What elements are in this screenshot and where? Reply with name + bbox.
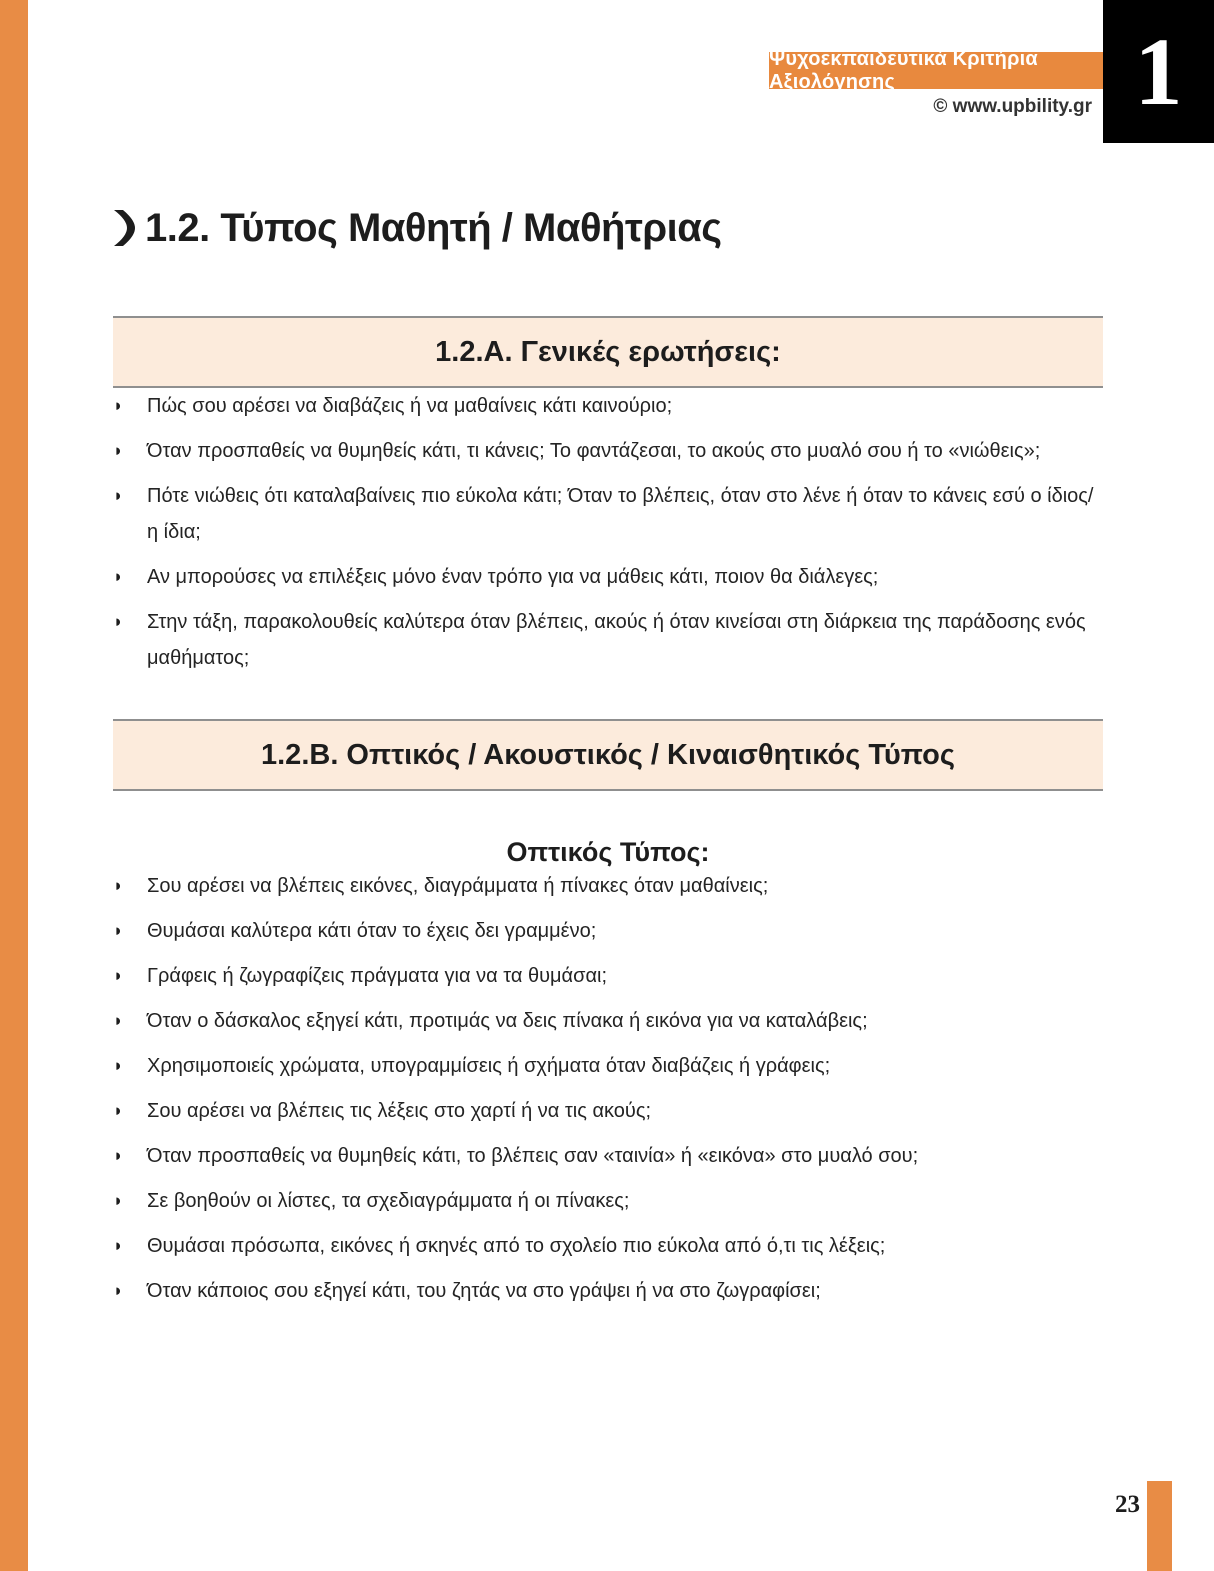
list-item bbox=[113, 604, 1103, 676]
question-list-a bbox=[113, 388, 1103, 676]
list-item bbox=[113, 1093, 1103, 1129]
bullet-icon: ◗ bbox=[113, 396, 124, 415]
list-item-text: Πότε νιώθεις ότι καταλαβαίνεις πιο εύκολα κάτι; Όταν το βλέπεις, όταν στο λένε ή όταν το κάνεις εσύ ο ίδιος/η ίδια; bbox=[147, 485, 1094, 543]
bullet-icon: ◗ bbox=[113, 1011, 124, 1030]
chapter-number: 1 bbox=[1134, 17, 1183, 125]
list-item-text: Όταν προσπαθείς να θυμηθείς κάτι, τι κάνεις; Το φαντάζεσαι, το ακούς στο μυαλό σου ή το «νιώθεις»; bbox=[147, 440, 1041, 462]
list-item-text: Σε βοηθούν οι λίστες, τα σχεδιαγράμματα ή οι πίνακες; bbox=[147, 1190, 630, 1212]
list-item-text: Γράφεις ή ζωγραφίζεις πράγματα για να τα θυμάσαι; bbox=[147, 965, 608, 987]
bullet-icon: ◗ bbox=[113, 441, 124, 460]
question-list-b bbox=[113, 868, 1103, 1309]
list-item-text: Πώς σου αρέσει να διαβάζεις ή να μαθαίνεις κάτι καινούριο; bbox=[147, 395, 673, 417]
bottom-accent-bar bbox=[1147, 1481, 1172, 1571]
bullet-icon: ◗ bbox=[113, 876, 124, 895]
bullet-icon: ◗ bbox=[113, 486, 124, 505]
header-banner-label: Ψυχοεκπαιδευτικά Κριτήρια Αξιολόγησης bbox=[769, 47, 1038, 93]
list-item bbox=[113, 913, 1103, 949]
list-item-text: Αν μπορούσες να επιλέξεις μόνο έναν τρόπο για να μάθεις κάτι, ποιον θα διάλεγες; bbox=[147, 566, 879, 588]
list-item bbox=[113, 559, 1103, 595]
list-item bbox=[113, 958, 1103, 994]
bullet-icon: ◗ bbox=[113, 966, 124, 985]
section-heading-a bbox=[113, 316, 1103, 388]
page-content bbox=[113, 0, 1103, 1318]
list-item-text: Σου αρέσει να βλέπεις εικόνες, διαγράμματα ή πίνακες όταν μαθαίνεις; bbox=[147, 875, 769, 897]
bullet-icon: ◗ bbox=[113, 1236, 124, 1255]
left-accent-bar bbox=[0, 0, 28, 1571]
list-item-text: Σου αρέσει να βλέπεις τις λέξεις στο χαρτί ή να τις ακούς; bbox=[147, 1100, 652, 1122]
chevron-icon bbox=[113, 210, 135, 246]
page-title-text: 1.2. Τύπος Μαθητή / Μαθήτριας bbox=[145, 206, 722, 250]
list-item bbox=[113, 1273, 1103, 1309]
list-item bbox=[113, 1138, 1103, 1174]
subsection-heading: Οπτικός Τύπος: bbox=[506, 837, 710, 867]
list-item bbox=[113, 388, 1103, 424]
page-title bbox=[113, 203, 1103, 253]
list-item-text: Θυμάσαι καλύτερα κάτι όταν το έχεις δει γραμμένο; bbox=[147, 920, 597, 942]
section-heading-b bbox=[113, 719, 1103, 791]
chapter-tab bbox=[1103, 0, 1214, 143]
bullet-icon: ◗ bbox=[113, 567, 124, 586]
list-item bbox=[113, 433, 1103, 469]
list-item bbox=[113, 1228, 1103, 1264]
list-item-text: Όταν κάποιος σου εξηγεί κάτι, του ζητάς να στο γράψει ή να στο ζωγραφίσει; bbox=[147, 1280, 821, 1302]
bullet-icon: ◗ bbox=[113, 921, 124, 940]
section-heading-b-text: 1.2.Β. Οπτικός / Ακουστικός / Κιναισθητικός Τύπος bbox=[261, 738, 955, 771]
bullet-icon: ◗ bbox=[113, 1056, 124, 1075]
list-item bbox=[113, 1048, 1103, 1084]
bullet-icon: ◗ bbox=[113, 612, 124, 631]
list-item-text: Θυμάσαι πρόσωπα, εικόνες ή σκηνές από το σχολείο πιο εύκολα από ό,τι τις λέξεις; bbox=[147, 1235, 886, 1257]
page-number: 23 bbox=[1115, 1491, 1140, 1518]
section-heading-a-text: 1.2.Α. Γενικές ερωτήσεις: bbox=[435, 335, 781, 368]
list-item-text: Χρησιμοποιείς χρώματα, υπογραμμίσεις ή σχήματα όταν διαβάζεις ή γράφεις; bbox=[147, 1055, 831, 1077]
list-item bbox=[113, 868, 1103, 904]
list-item bbox=[113, 1183, 1103, 1219]
list-item bbox=[113, 1003, 1103, 1039]
list-item-text: Όταν ο δάσκαλος εξηγεί κάτι, προτιμάς να δεις πίνακα ή εικόνα για να καταλάβεις; bbox=[147, 1010, 868, 1032]
list-item bbox=[113, 478, 1103, 550]
list-item-text: Όταν προσπαθείς να θυμηθείς κάτι, το βλέπεις σαν «ταινία» ή «εικόνα» στο μυαλό σου; bbox=[147, 1145, 919, 1167]
bullet-icon: ◗ bbox=[113, 1101, 124, 1120]
copyright-text: © www.upbility.gr bbox=[933, 96, 1092, 117]
bullet-icon: ◗ bbox=[113, 1281, 124, 1300]
list-item-text: Στην τάξη, παρακολουθείς καλύτερα όταν βλέπεις, ακούς ή όταν κινείσαι στη διάρκεια της παράδοσης ενός μαθήματος; bbox=[147, 611, 1086, 669]
bullet-icon: ◗ bbox=[113, 1191, 124, 1210]
bullet-icon: ◗ bbox=[113, 1146, 124, 1165]
